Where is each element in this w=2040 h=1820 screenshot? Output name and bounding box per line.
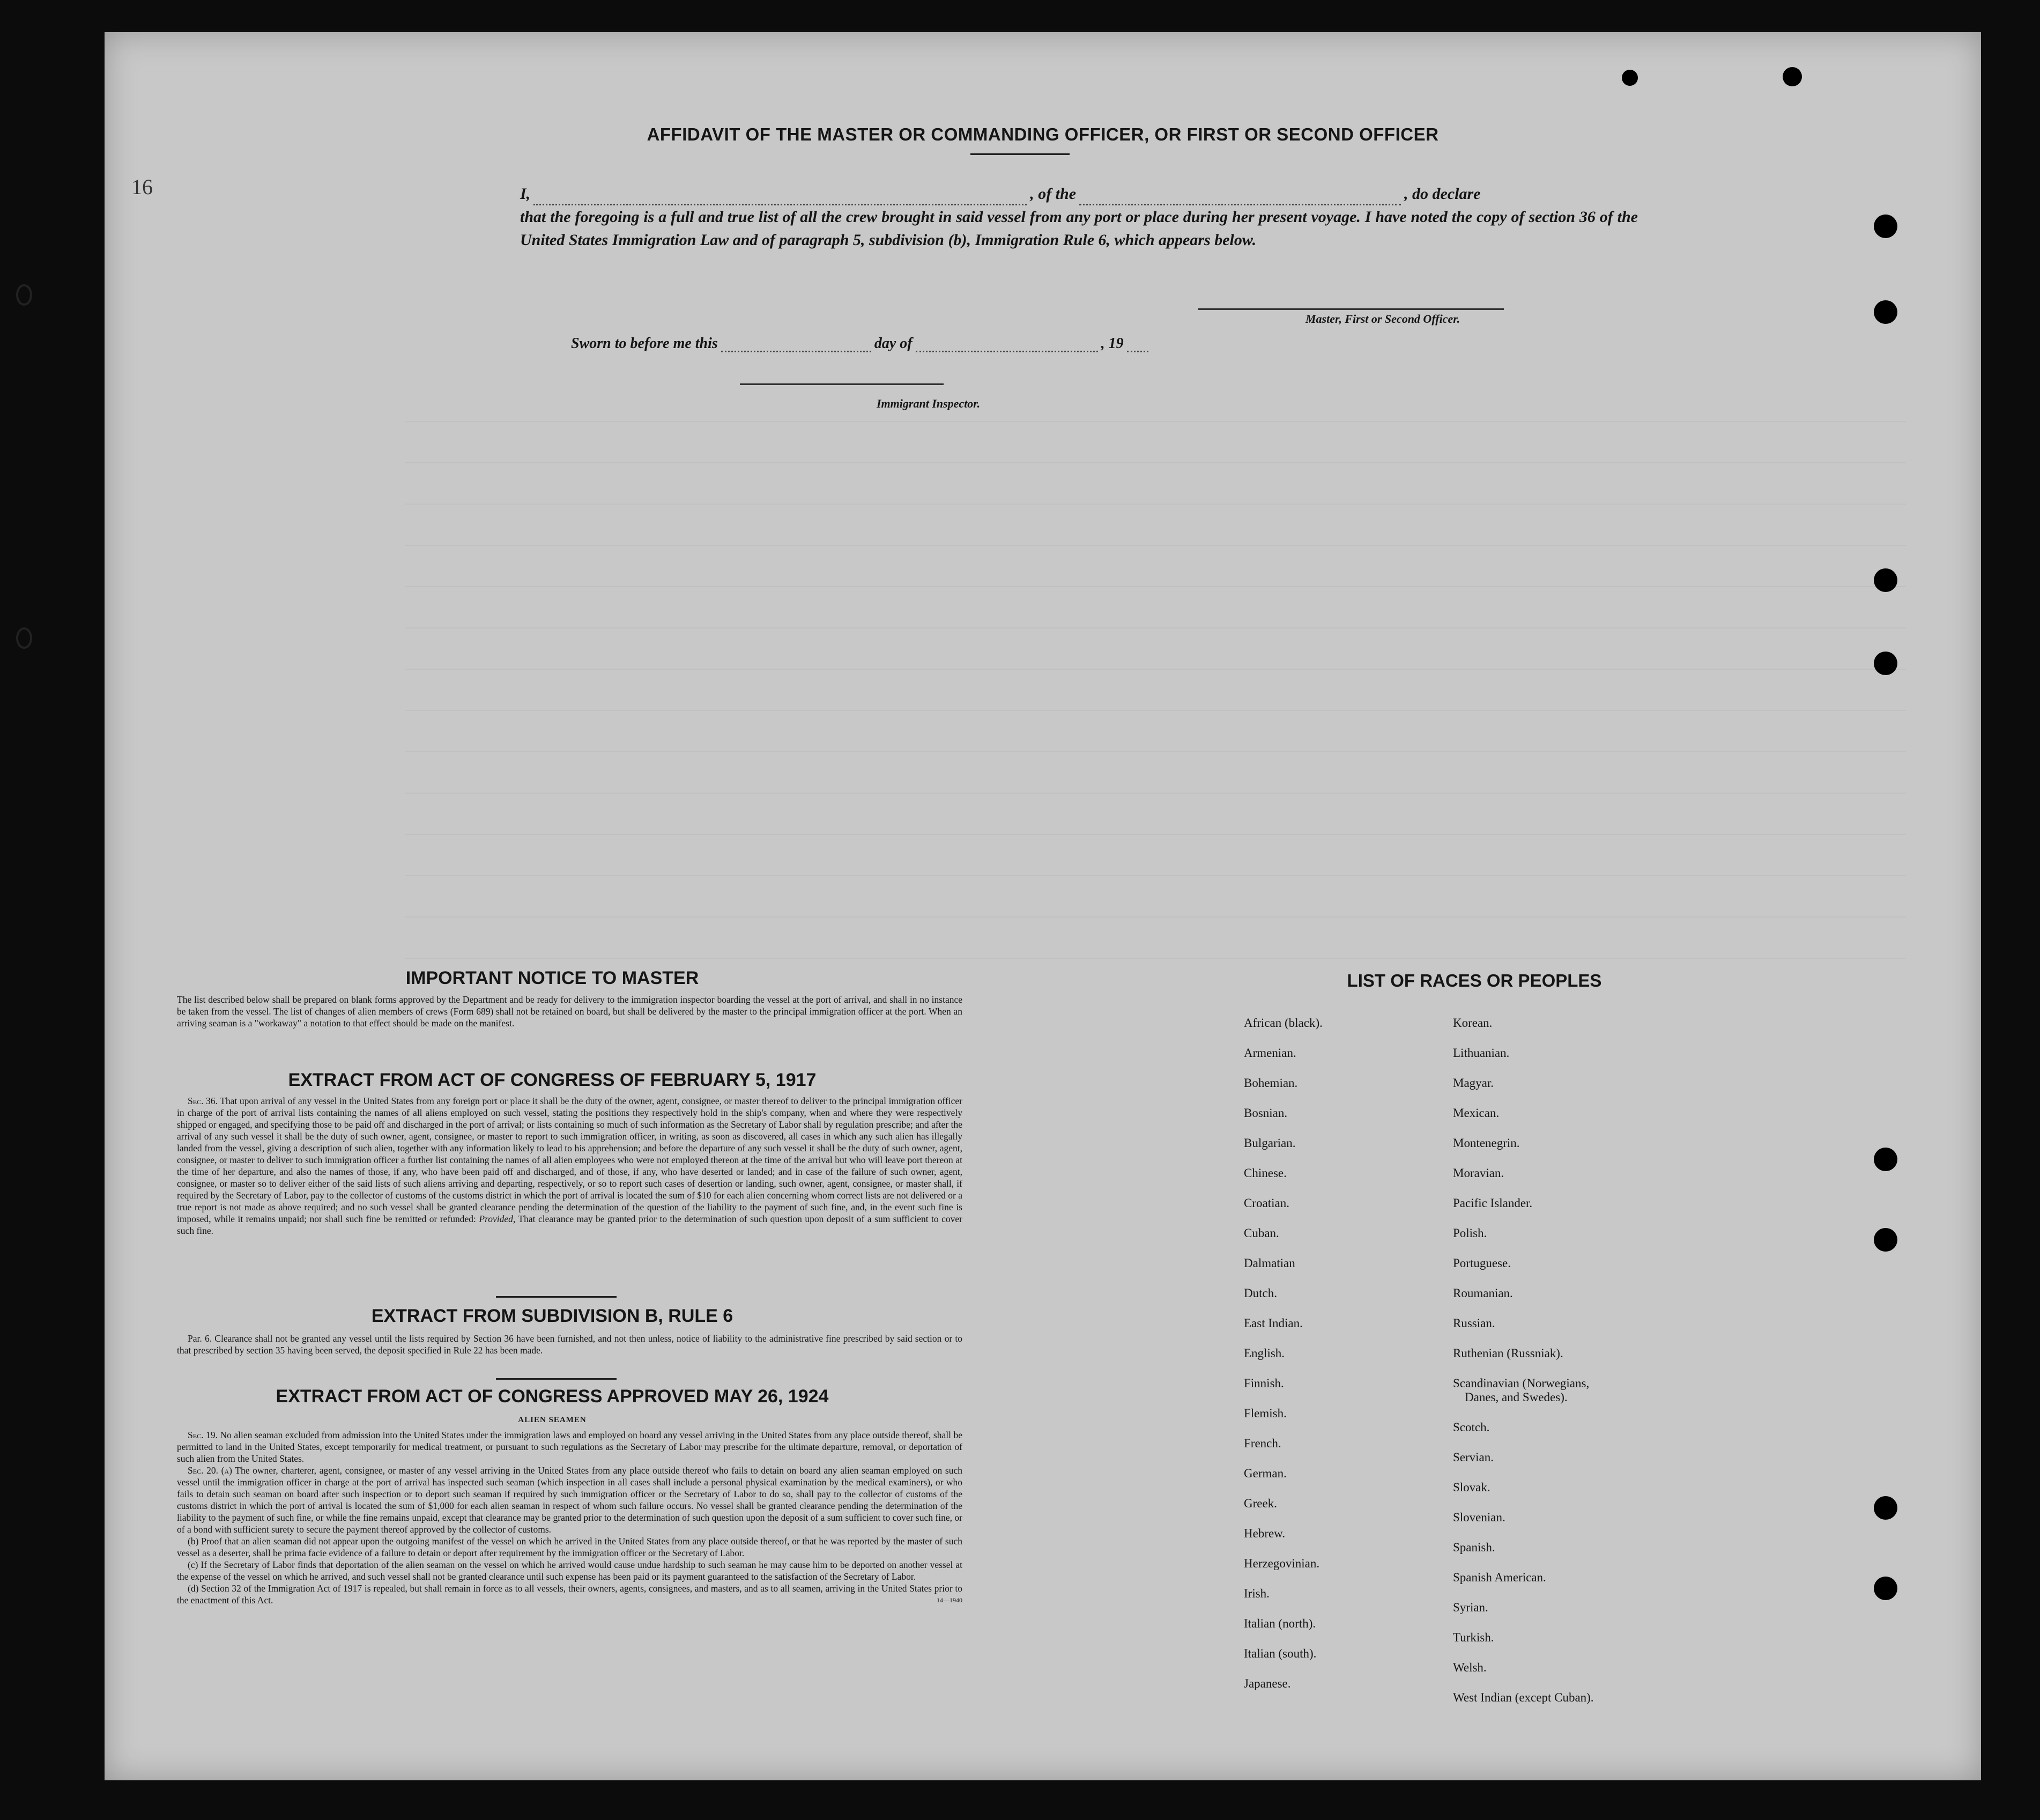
race-item: Roumanian. — [1453, 1286, 1513, 1300]
race-item: Armenian. — [1244, 1046, 1296, 1060]
punch-hole — [1622, 70, 1638, 86]
sworn-month-blank — [916, 351, 1098, 352]
race-item: Korean. — [1453, 1016, 1493, 1030]
bleed-through-texture — [405, 381, 1906, 971]
sworn-line — [571, 335, 1152, 352]
margin-mark: 16 — [131, 175, 153, 199]
race-item: Japanese. — [1244, 1677, 1291, 1690]
para-d: (d) Section 32 of the Immigration Act of 1917 is repealed, but shall remain in force as to all vessels, their owners, agents, consignees, and masters, and as to all seamen, arriving in the United States prior to the enactment of this Act. — [177, 1583, 962, 1606]
race-item: Hebrew. — [1244, 1527, 1286, 1540]
race-item: Finnish. — [1244, 1377, 1284, 1390]
section-36-label: Sec. 36. — [188, 1096, 218, 1106]
sworn-prefix: Sworn to before me this — [571, 335, 718, 352]
race-item: Moravian. — [1453, 1166, 1504, 1180]
race-item: Scotch. — [1453, 1421, 1490, 1434]
sworn-year-blank — [1127, 351, 1148, 352]
race-item: Lithuanian. — [1453, 1046, 1510, 1060]
sec20-text: The owner, charterer, agent, consignee, or master of any vessel arriving in the United States from any place outside thereof who fails to detain on board any alien seaman employed on such vessel until the immigration officer in charge at the port of arrival has inspected such seaman (which inspection in all cases shall include a personal physical examination by the medical examiners), or who fails to detain such seaman on board after such inspection or to deport such seaman if required by such immigration officer or the Secretary of Labor to do so, shall pay to the collector of customs of the customs district in which the port of arrival is located the sum of $1,000 for each alien seaman in respect of whom such failure occurs. No vessel shall be granted clearance pending the determination of the liability to the payment of such fine, or while the fine remains unpaid, except that clearance may be granted prior to the determination of such question upon the deposit of a sum sufficient to cover such fine, or of a bond with sufficient surety to secure the payment thereof approved by the collector of customs. — [177, 1465, 962, 1535]
race-item: Slovak. — [1453, 1481, 1490, 1494]
section-36-text: That upon arrival of any vessel in the United States from any foreign port or place it shall be the duty of the owner, agent, consignee, or master thereof to deliver to the principal immigration officer in charge of the port of arrival lists containing the names of all aliens employed on such vessel, stating the positions they respectively hold in the ship's company, when and where they were respectively shipped or engaged, and specifying those to be paid off and discharged in the port of arrival; or lists containing so much of such information as the Secretary of Labor shall by regulation prescribe; and after the arrival of any such vessel it shall be the duty of such owner, agent, consignee, or master to report to such immigration officer, in writing, as soon as discovered, all cases in which any such alien has illegally landed from the vessel, giving a description of such alien, together with any information likely to lead to his apprehension; and before the departure of any such vessel it shall be the duty of such owner, agent, consignee, or master to deliver to such immigration officer a further list containing the names of all alien employees who were not employed thereon at the time of the arrival but who will leave port thereon at the time of her departure, and also the names of those, if any, who have been paid off and discharged, and of those, if any, who have deserted or landed; and in case of the failure of such owner, agent, consignee, or master so to deliver either of the said lists of such aliens arriving and departing, respectively, or so to report such cases of desertion or landing, such owner, agent, consignee, or master shall, if required by the Secretary of Labor, pay to the collector of customs of the customs district in which the port of arrival is located the sum of $10 for each alien concerning whom correct lists are not delivered or a true report is not made as above required; and no such vessel shall be granted clearance pending the determination of the question of the liability to the payment of such fine, and, in the event such fine is imposed, while it remains unpaid; nor shall such fine be remitted or refunded: — [177, 1096, 962, 1224]
sec19-label: Sec. 19. — [188, 1430, 218, 1440]
race-item: French. — [1244, 1437, 1281, 1450]
races-title: LIST OF RACES OR PEOPLES — [1347, 971, 1602, 990]
notice-title: IMPORTANT NOTICE TO MASTER — [405, 968, 699, 988]
punch-hole — [1874, 1228, 1897, 1252]
punch-hole — [1874, 300, 1897, 324]
affidavit-of-the: , of the — [1030, 185, 1077, 203]
para-c: (c) If the Secretary of Labor finds that deportation of the alien seaman on the vessel on which he arrived would cause undue hardship to such seaman he may cause him to be deported on another vessel at the expense of the vessel on which he arrived, and such vessel shall not be granted clearance until such expense has been paid or its payment guaranteed to the satisfaction of the Secretary of Labor. — [177, 1559, 962, 1582]
sworn-year: , 19 — [1101, 335, 1124, 352]
race-item: Mexican. — [1453, 1106, 1500, 1120]
para-b: (b) Proof that an alien seaman did not appear upon the outgoing manifest of the vessel on which he arrived in the United States from any place outside thereof, or that he was reported by the master of such vessel as a deserter, shall be prima facie evidence of a failure to detain or deport after requirement by the immigration officer or the Secretary of Labor. — [177, 1536, 962, 1558]
punch-hole — [1874, 1496, 1897, 1520]
race-item: Cuban. — [1244, 1226, 1279, 1240]
race-item: Bosnian. — [1244, 1106, 1288, 1120]
extract-rule6-title: EXTRACT FROM SUBDIVISION B, RULE 6 — [371, 1306, 733, 1326]
affidavit-title: AFFIDAVIT OF THE MASTER OR COMMANDING OFFICER, OR FIRST OR SECOND OFFICER — [647, 124, 1439, 144]
left-hole-ring — [16, 284, 32, 306]
race-item: Russian. — [1453, 1316, 1495, 1330]
affidavit-do-declare: , do declare — [1404, 185, 1481, 203]
punch-hole — [1783, 67, 1802, 86]
race-item: Italian (south). — [1244, 1647, 1317, 1660]
race-item: Greek. — [1244, 1497, 1277, 1510]
punch-hole — [1874, 652, 1897, 675]
punch-hole — [1874, 568, 1897, 592]
extract-rule6-text: Par. 6. Clearance shall not be granted any vessel until the lists required by Section 36 have been furnished, and not then unless, notice of liability to the administrative fine prescribed by said section or to that prescribed by section 35 having been served, the deposit specified in Rule 22 has been made. — [177, 1333, 962, 1356]
extract-1917-text — [177, 1095, 962, 1237]
race-item: Irish. — [1244, 1587, 1270, 1600]
inspector-label: Immigrant Inspector. — [877, 397, 981, 410]
race-item: Bulgarian. — [1244, 1136, 1296, 1150]
race-item: Pacific Islander. — [1453, 1196, 1533, 1210]
alien-seamen-subtitle: ALIEN SEAMEN — [518, 1416, 587, 1424]
race-item: Polish. — [1453, 1226, 1487, 1240]
race-item: West Indian (except Cuban). — [1453, 1691, 1594, 1704]
proviso-text: That clearance may be granted prior to the determination of such question upon deposit of a sum sufficient to cover such fine. — [177, 1214, 962, 1236]
punch-hole — [1874, 1577, 1897, 1600]
race-item: Syrian. — [1453, 1601, 1488, 1614]
race-item: Chinese. — [1244, 1166, 1287, 1180]
race-item: Welsh. — [1453, 1661, 1487, 1674]
affidavit-i: I, — [520, 185, 531, 203]
race-item: German. — [1244, 1467, 1287, 1480]
affidavit-text: that the foregoing is a full and true list of all the crew brought in said vessel from any port or place during her present voyage. I have noted the copy of section 36 of the United States Immigration Law and of paragraph 5, subdivision (b), Immigration Rule 6, which appears below. — [520, 208, 1638, 249]
sec20-label: Sec. 20. (a) — [188, 1465, 232, 1476]
master-signature-line — [1198, 308, 1504, 310]
race-item: Montenegrin. — [1453, 1136, 1520, 1150]
race-item: Turkish. — [1453, 1631, 1494, 1644]
form-number: 14—1940 — [937, 1596, 962, 1604]
left-hole-ring — [16, 627, 32, 649]
race-item: English. — [1244, 1346, 1285, 1360]
divider — [496, 1378, 617, 1380]
title-divider — [970, 153, 1070, 155]
inspector-signature-line — [740, 383, 944, 385]
race-item: Portuguese. — [1453, 1256, 1511, 1270]
race-item: Italian (north). — [1244, 1617, 1316, 1630]
race-item: Bohemian. — [1244, 1076, 1298, 1090]
race-item: Magyar. — [1453, 1076, 1494, 1090]
race-item: Spanish. — [1453, 1541, 1495, 1554]
race-item: Croatian. — [1244, 1196, 1289, 1210]
race-item: Scandinavian (Norwegians, — [1453, 1377, 1590, 1390]
race-item: Flemish. — [1244, 1407, 1287, 1420]
document-sheet — [105, 32, 1981, 1780]
extract-1924-text — [177, 1429, 962, 1606]
punch-hole — [1874, 1148, 1897, 1171]
race-item: Herzegovinian. — [1244, 1557, 1320, 1570]
proviso-label: Provided, — [479, 1214, 516, 1224]
master-signature-label: Master, First or Second Officer. — [1305, 312, 1460, 325]
divider — [496, 1296, 617, 1298]
races-left-column — [1244, 1016, 1448, 1724]
extract-1917-title: EXTRACT FROM ACT OF CONGRESS OF FEBRUARY 5, 1917 — [288, 1070, 817, 1090]
sec19-text: No alien seaman excluded from admission into the United States under the immigration laws and employed on board any vessel arriving in the United States from any place outside thereof, shall be permitted to land in the United States, except temporarily for medical treatment, or pursuant to such regulations as the Secretary of Labor may prescribe for the ultimate departure, removal, or deportation of such alien from the United States. — [177, 1430, 963, 1464]
race-item: Danes, and Swedes). — [1465, 1390, 1568, 1404]
race-item: Ruthenian (Russniak). — [1453, 1346, 1563, 1360]
race-item: Spanish American. — [1453, 1571, 1546, 1584]
race-item: Dalmatian — [1244, 1256, 1295, 1270]
affidavit-body — [520, 182, 1638, 251]
sworn-date-blank — [721, 351, 871, 352]
extract-1924-title: EXTRACT FROM ACT OF CONGRESS APPROVED MAY 26, 1924 — [276, 1386, 829, 1407]
race-item: African (black). — [1244, 1016, 1323, 1030]
race-item: Slovenian. — [1453, 1511, 1505, 1524]
punch-hole — [1874, 214, 1897, 238]
notice-text: The list described below shall be prepared on blank forms approved by the Department and be ready for delivery to the immigration inspector boarding the vessel at the port of arrival, and shall in no instance be taken from the vessel. The list of changes of alien members of crews (Form 689) shall not be retained on board, but shall be delivered by the master to the principal immigration officer at the port. When an arriving seaman is a "workaway" a notation to that effect should be made on the manifest. — [177, 994, 962, 1029]
sworn-day-of: day of — [874, 335, 913, 352]
race-item: Dutch. — [1244, 1286, 1277, 1300]
race-item: Servian. — [1453, 1451, 1494, 1464]
race-item: East Indian. — [1244, 1316, 1303, 1330]
races-right-column — [1453, 1016, 1710, 1724]
